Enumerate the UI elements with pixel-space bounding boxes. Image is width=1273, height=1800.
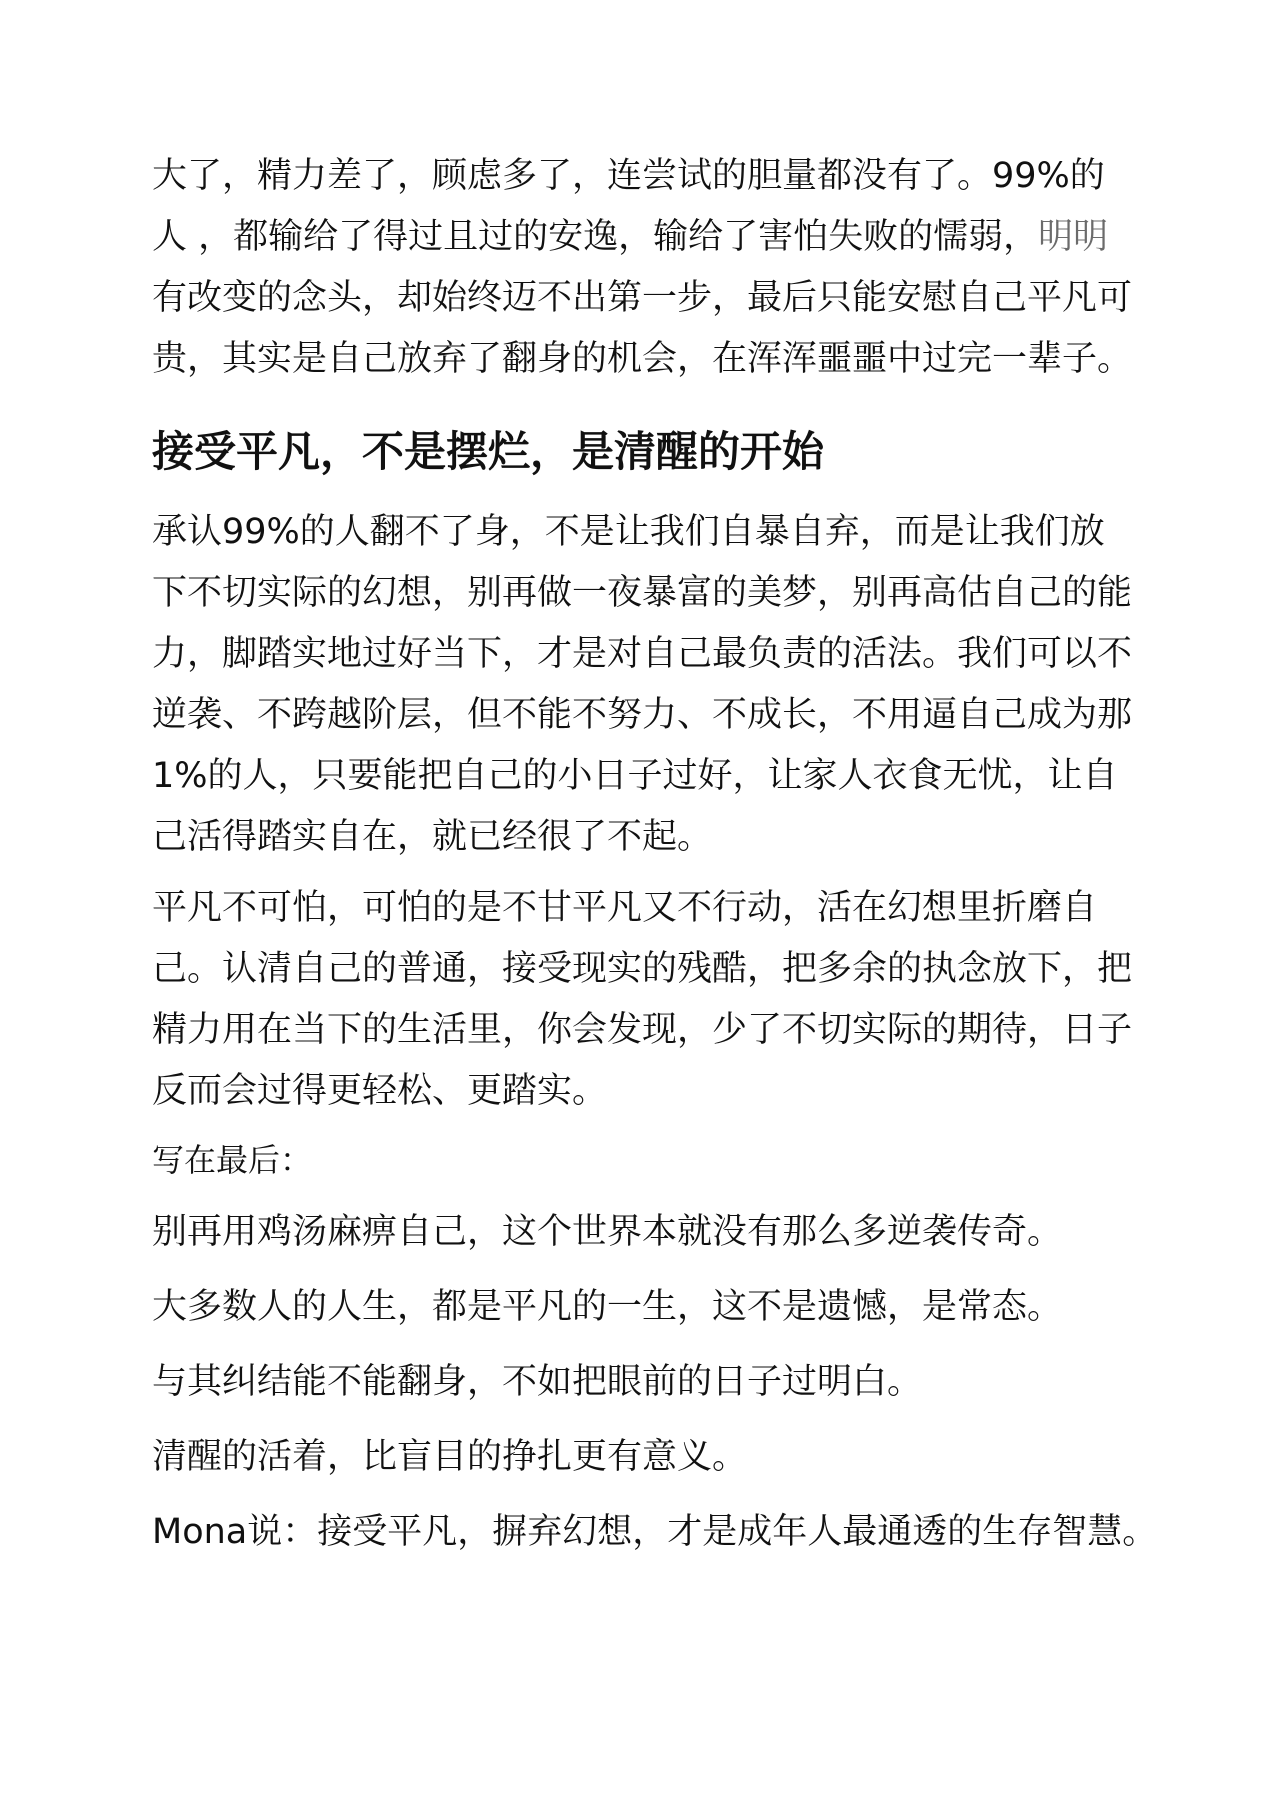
closing-line: 别再用鸡汤麻痹自己，这个世界本就没有那么多逆袭传奇。 xyxy=(152,1212,1063,1252)
closing-label: 写在最后： xyxy=(152,1141,313,1179)
signature-line: Mona说：接受平凡，摒弃幻想，才是成年人最通透的生存智慧。 xyxy=(152,1512,1158,1552)
section-heading: 接受平凡，不是摆烂，是清醒的开始 xyxy=(152,427,825,476)
closing-line: 与其纠结能不能翻身，不如把眼前的日子过明白。 xyxy=(152,1362,923,1402)
closing-line: 大多数人的人生，都是平凡的一生，这不是遗憾，是常态。 xyxy=(152,1287,1063,1327)
paragraph-ordinary: 平凡不可怕，可怕的是不甘平凡又不行动，活在幻想里折磨自己。认清自己的普通，接受现实的残酷，把多余的执念放下，把精力用在当下的生活里，你会发现，少了不切实际的期待，日子反而会过得更轻松、更踏实。 xyxy=(152,888,1133,1111)
paragraph-acceptance: 承认99%的人翻不了身，不是让我们自暴自弃，而是让我们放下不切实际的幻想，别再做一夜暴富的美梦，别再高估自己的能力，脚踏实地过好当下，才是对自己最负责的活法。我们可以不逆袭、不跨越阶层，但不能不努力、不成长，不用逼自己成为那1%的人，只要能把自己的小日子过好，让家人衣食无忧，让自己活得踏实自在，就已经很了不起。 xyxy=(152,512,1133,857)
paragraph-intro-text: 大了，精力差了，顾虑多了，连尝试的胆量都没有了。99%的人 ，都输给了得过且过的安逸，输给了害怕失败的懦弱， xyxy=(152,156,1105,257)
article-body xyxy=(152,146,1158,1577)
paragraph-intro-rest: 有改变的念头，却始终迈不出第一步，最后只能安慰自己平凡可贵，其实是自己放弃了翻身的机会，在浑浑噩噩中过完一辈子。 xyxy=(152,278,1133,379)
closing-line: 清醒的活着，比盲目的挣扎更有意义。 xyxy=(152,1437,748,1477)
highlight-text: 明明 xyxy=(1038,217,1109,257)
paragraph-intro xyxy=(152,146,1132,390)
